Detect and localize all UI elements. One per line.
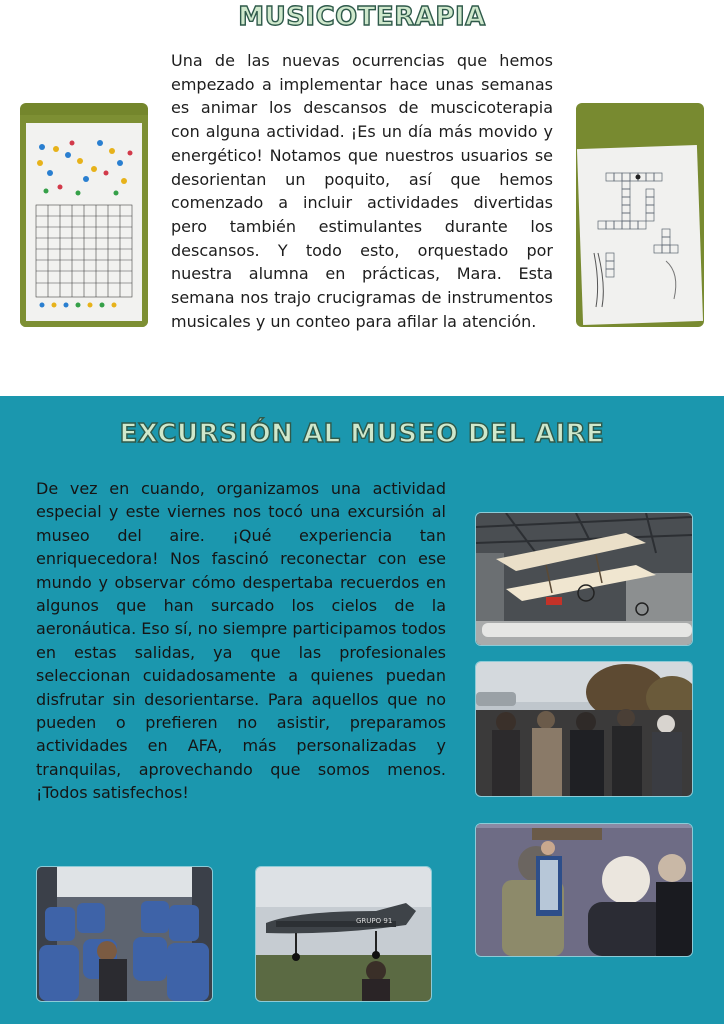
musicoterapia-paragraph: Una de las nuevas ocurrencias que hemos empezado a implementar hace unas semanas es animar los descansos de muscicoterapia con alguna actividad. ¡Es un día más movido y energético! Notamos que nuestros usuarios se desorientan un poquito, así que hemos comenzado a incluir actividades divertidas pero también estimulantes durante los descansos. Y todo esto, orquestado por nuestra alumna en prácticas, Mara. Esta semana nos trajo crucigramas de instrumentos musicales y un conteo para afilar la atención. xyxy=(171,51,553,331)
group-guide-photo xyxy=(475,823,693,957)
excursion-title: EXCURSIÓN AL MUSEO DEL AIRE xyxy=(119,419,605,449)
excursion-paragraph: De vez en cuando, organizamos una actividad especial y este viernes nos tocó una excursión al museo del aire. ¡Qué experiencia tan enriquecedora! Nos fascinó reconectar con ese mundo y observar cómo despertaba recuerdos en algunos que han surcado los cielos de la aeronáutica. Eso sí, no siempre participamos todos en estas salidas, ya que las profesionales seleccionan cuidadosamente a quienes puedan disfrutar sin desorientarse. Para aquellos que no pueden o prefieren no asistir, preparamos actividades en AFA, más personalizadas y tranquilas, aprovechando que somos menos. ¡Todos satisfechos! xyxy=(36,479,446,803)
museum-biplane-photo xyxy=(475,512,693,646)
bus-interior-photo xyxy=(36,866,213,1002)
group-airfield-photo xyxy=(475,661,693,797)
plane-marking: GRUPO 91 xyxy=(356,917,393,925)
worksheet-counting-photo xyxy=(20,103,148,327)
museum-airplane-photo xyxy=(255,866,432,1002)
worksheet-crossword-photo xyxy=(576,103,704,327)
musicoterapia-title: MUSICOTERAPIA xyxy=(238,2,486,32)
